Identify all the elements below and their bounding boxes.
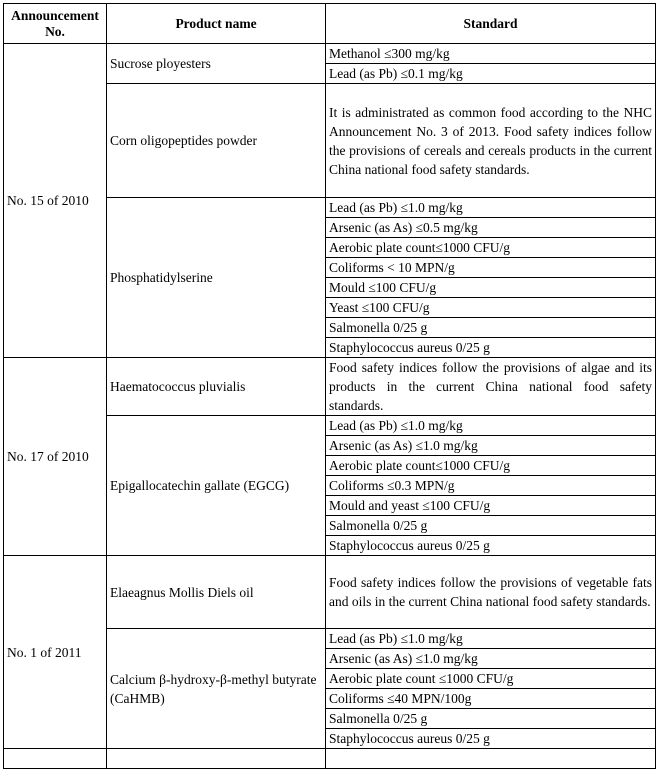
header-product: Product name bbox=[107, 4, 326, 44]
product-cell: Haematococcus pluvialis bbox=[107, 358, 326, 416]
table-row-continuation bbox=[4, 749, 656, 769]
product-cell: Phosphatidylserine bbox=[107, 198, 326, 358]
announcement-cell: No. 17 of 2010 bbox=[4, 358, 107, 556]
standard-cell: Coliforms ≤0.3 MPN/g bbox=[326, 476, 656, 496]
standard-paragraph: Food safety indices follow the provisions of vegetable fats and oils in the current China national food safety standards. bbox=[326, 556, 656, 629]
announcement-cell: No. 1 of 2011 bbox=[4, 556, 107, 749]
standard-cell: Coliforms < 10 MPN/g bbox=[326, 258, 656, 278]
standard-cell: Salmonella 0/25 g bbox=[326, 318, 656, 338]
standard-cell: Lead (as Pb) ≤1.0 mg/kg bbox=[326, 198, 656, 218]
product-cell: Epigallocatechin gallate (EGCG) bbox=[107, 416, 326, 556]
standard-cell: Arsenic (as As) ≤0.5 mg/kg bbox=[326, 218, 656, 238]
standard-cell: Coliforms ≤40 MPN/100g bbox=[326, 689, 656, 709]
product-cell: Calcium β-hydroxy-β-methyl butyrate (CaHMB) bbox=[107, 629, 326, 749]
table-row bbox=[4, 556, 656, 629]
standard-cell: Lead (as Pb) ≤1.0 mg/kg bbox=[326, 416, 656, 436]
standard-cell: Mould and yeast ≤100 CFU/g bbox=[326, 496, 656, 516]
standard-cell: Staphylococcus aureus 0/25 g bbox=[326, 729, 656, 749]
continuation-cell bbox=[4, 749, 107, 769]
standard-cell: Yeast ≤100 CFU/g bbox=[326, 298, 656, 318]
continuation-cell bbox=[107, 749, 326, 769]
header-row bbox=[4, 4, 656, 44]
standard-cell: Lead (as Pb) ≤1.0 mg/kg bbox=[326, 629, 656, 649]
standards-table bbox=[3, 3, 656, 769]
standard-cell: Staphylococcus aureus 0/25 g bbox=[326, 338, 656, 358]
header-announcement: Announcement No. bbox=[4, 4, 107, 44]
standard-cell: Methanol ≤300 mg/kg bbox=[326, 44, 656, 64]
table-row bbox=[4, 44, 656, 64]
standard-cell: Lead (as Pb) ≤0.1 mg/kg bbox=[326, 64, 656, 84]
standard-cell: Aerobic plate count≤1000 CFU/g bbox=[326, 238, 656, 258]
continuation-cell bbox=[326, 749, 656, 769]
standard-cell: Mould ≤100 CFU/g bbox=[326, 278, 656, 298]
standard-cell: Arsenic (as As) ≤1.0 mg/kg bbox=[326, 436, 656, 456]
standard-cell: Staphylococcus aureus 0/25 g bbox=[326, 536, 656, 556]
table-row bbox=[4, 358, 656, 416]
standard-paragraph: It is administrated as common food according to the NHC Announcement No. 3 of 2013. Food safety indices follow the provisions of cereals and cereals products in the current China national food safety standards. bbox=[326, 84, 656, 198]
standard-cell: Aerobic plate count≤1000 CFU/g bbox=[326, 456, 656, 476]
header-standard: Standard bbox=[326, 4, 656, 44]
standard-cell: Salmonella 0/25 g bbox=[326, 516, 656, 536]
standard-paragraph: Food safety indices follow the provisions of algae and its products in the current China national food safety standards. bbox=[326, 358, 656, 416]
standard-cell: Arsenic (as As) ≤1.0 mg/kg bbox=[326, 649, 656, 669]
standard-cell: Salmonella 0/25 g bbox=[326, 709, 656, 729]
standard-cell: Aerobic plate count ≤1000 CFU/g bbox=[326, 669, 656, 689]
product-cell: Corn oligopeptides powder bbox=[107, 84, 326, 198]
product-cell: Sucrose ployesters bbox=[107, 44, 326, 84]
announcement-cell: No. 15 of 2010 bbox=[4, 44, 107, 358]
product-cell: Elaeagnus Mollis Diels oil bbox=[107, 556, 326, 629]
